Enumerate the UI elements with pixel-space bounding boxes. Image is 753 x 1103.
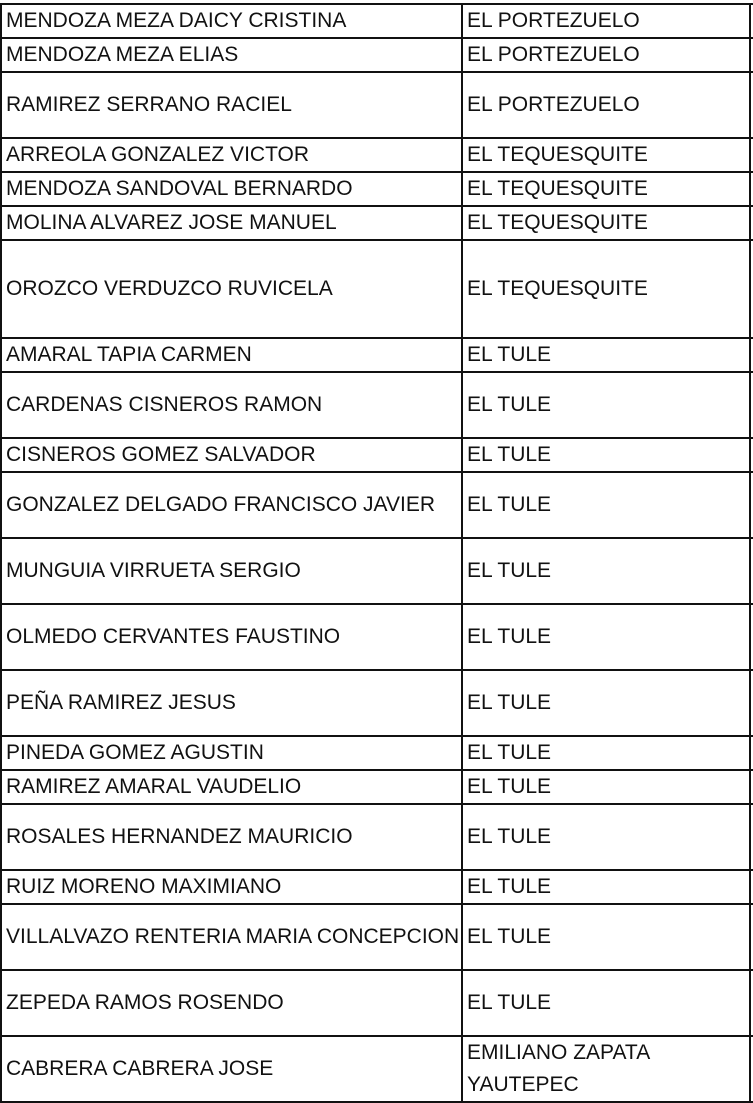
name-cell: OROZCO VERDUZCO RUVICELA: [1, 240, 462, 338]
name-cell: MUNGUIA VIRRUETA SERGIO: [1, 538, 462, 604]
name-cell: RAMIREZ AMARAL VAUDELIO: [1, 770, 462, 804]
place-cell: EL TULE: [462, 472, 750, 538]
table-row: [1, 970, 753, 1036]
place-cell: EL PORTEZUELO: [462, 38, 750, 72]
name-cell: MENDOZA SANDOVAL BERNARDO: [1, 172, 462, 206]
table-row: [1, 206, 753, 240]
name-cell: AMARAL TAPIA CARMEN: [1, 338, 462, 372]
table-row: [1, 372, 753, 438]
name-cell: MENDOZA MEZA DAICY CRISTINA: [1, 4, 462, 38]
name-cell: CARDENAS CISNEROS RAMON: [1, 372, 462, 438]
place-cell: EL TULE: [462, 870, 750, 904]
table-row: [1, 770, 753, 804]
place-cell: EL TULE: [462, 770, 750, 804]
name-cell: GONZALEZ DELGADO FRANCISCO JAVIER: [1, 472, 462, 538]
place-cell: EL TULE: [462, 438, 750, 472]
name-cell: RUIZ MORENO MAXIMIANO: [1, 870, 462, 904]
place-cell: EL TULE: [462, 970, 750, 1036]
name-cell: ROSALES HERNANDEZ MAURICIO: [1, 804, 462, 870]
name-cell: ZEPEDA RAMOS ROSENDO: [1, 970, 462, 1036]
place-cell: EL PORTEZUELO: [462, 72, 750, 138]
name-cell: RAMIREZ SERRANO RACIEL: [1, 72, 462, 138]
table-row: [1, 338, 753, 372]
name-cell: OLMEDO CERVANTES FAUSTINO: [1, 604, 462, 670]
table-row: [1, 138, 753, 172]
name-cell: MOLINA ALVAREZ JOSE MANUEL: [1, 206, 462, 240]
table-row: [1, 438, 753, 472]
table-row: [1, 538, 753, 604]
place-cell: EL TULE: [462, 736, 750, 770]
place-cell: EL TEQUESQUITE: [462, 172, 750, 206]
place-cell: EL TULE: [462, 538, 750, 604]
place-cell: EL TEQUESQUITE: [462, 138, 750, 172]
table-row: [1, 72, 753, 138]
table-row: [1, 804, 753, 870]
roster-table: [0, 3, 753, 1103]
place-cell: EL TEQUESQUITE: [462, 206, 750, 240]
table-row: [1, 670, 753, 736]
name-cell: CISNEROS GOMEZ SALVADOR: [1, 438, 462, 472]
place-cell: EL PORTEZUELO: [462, 4, 750, 38]
table-row: [1, 604, 753, 670]
place-cell: EL TULE: [462, 804, 750, 870]
table-row: [1, 1036, 753, 1102]
table-row: [1, 172, 753, 206]
place-cell: EL TULE: [462, 904, 750, 970]
place-cell: EL TULE: [462, 604, 750, 670]
table-row: [1, 472, 753, 538]
table-row: [1, 870, 753, 904]
place-cell: EMILIANO ZAPATA YAUTEPEC: [462, 1036, 750, 1102]
place-cell: EL TULE: [462, 338, 750, 372]
name-cell: MENDOZA MEZA ELIAS: [1, 38, 462, 72]
table-row: [1, 38, 753, 72]
place-cell: EL TULE: [462, 372, 750, 438]
table-row: [1, 4, 753, 38]
place-cell: EL TEQUESQUITE: [462, 240, 750, 338]
table-row: [1, 736, 753, 770]
name-cell: ARREOLA GONZALEZ VICTOR: [1, 138, 462, 172]
name-cell: PINEDA GOMEZ AGUSTIN: [1, 736, 462, 770]
name-cell: VILLALVAZO RENTERIA MARIA CONCEPCION: [1, 904, 462, 970]
table-row: [1, 904, 753, 970]
table-row: [1, 240, 753, 338]
roster-body: [1, 4, 753, 1102]
name-cell: PEÑA RAMIREZ JESUS: [1, 670, 462, 736]
name-cell: CABRERA CABRERA JOSE: [1, 1036, 462, 1102]
place-cell: EL TULE: [462, 670, 750, 736]
